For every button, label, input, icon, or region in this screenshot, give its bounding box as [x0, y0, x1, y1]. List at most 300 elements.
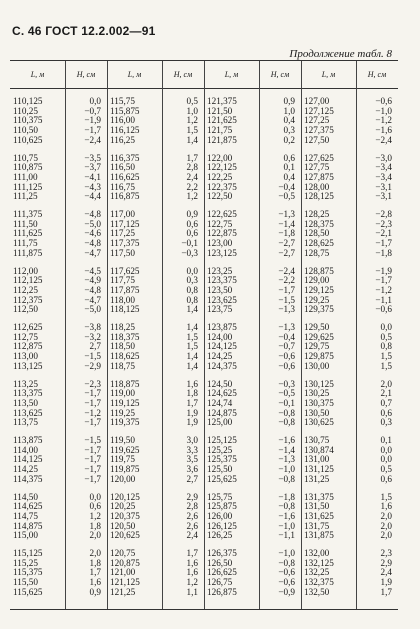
l-value: 118,25	[110, 322, 135, 332]
l-value: 127,625	[304, 152, 334, 163]
h-value-group	[162, 493, 198, 541]
h-value: −1,3	[278, 209, 295, 219]
table-continuation-label: Продолжение табл. 8	[289, 48, 392, 60]
h-value: 0,0	[89, 491, 101, 502]
h-value: 1,6	[186, 378, 198, 389]
column-header-l: L, м	[224, 70, 239, 79]
l-value: 129,875	[304, 351, 334, 362]
l-value: 127,125	[304, 105, 334, 116]
l-value: 114,25	[13, 464, 38, 475]
h-value: 1,4	[186, 304, 198, 315]
h-value: 3,3	[186, 444, 198, 455]
h-value: 2,0	[380, 530, 392, 541]
l-value: 112,125	[13, 275, 43, 286]
l-value-group	[207, 323, 237, 371]
h-value-group	[259, 210, 295, 258]
l-value: 113,625	[13, 407, 43, 418]
h-value: 1,5	[380, 360, 392, 371]
h-value: −1,7	[84, 397, 101, 408]
l-value: 118,50	[110, 341, 135, 352]
h-value-group	[356, 380, 392, 428]
h-value: 0,5	[380, 464, 392, 475]
l-value: 113,25	[13, 378, 38, 389]
h-value: 3,5	[186, 454, 198, 465]
h-value: −1,7	[84, 454, 101, 465]
h-value: 2,3	[380, 548, 392, 558]
h-value: 2,8	[186, 501, 198, 512]
l-value: 125,75	[207, 491, 233, 502]
l-value: 125,875	[207, 501, 237, 512]
column-divider	[107, 61, 108, 609]
l-value: 126,125	[207, 520, 237, 531]
h-value: 1,4	[186, 134, 198, 145]
h-value-group	[65, 493, 101, 541]
l-value: 121,00	[110, 567, 136, 578]
h-value: 0,3	[380, 417, 392, 428]
l-value: 112,375	[13, 294, 43, 305]
l-value: 126,75	[207, 577, 233, 588]
column-header-h: H, см	[270, 70, 290, 79]
l-value: 121,875	[207, 134, 237, 145]
h-value: −2,1	[375, 228, 392, 239]
l-value: 129,125	[304, 284, 334, 295]
l-value-group	[110, 267, 140, 315]
h-value: −1,7	[84, 473, 101, 484]
l-value-group	[207, 436, 237, 484]
l-value: 112,75	[13, 331, 38, 342]
h-value: −1,5	[278, 294, 295, 305]
l-value: 113,125	[13, 360, 43, 371]
l-value-group	[304, 549, 334, 597]
h-value: −4,1	[84, 171, 101, 182]
l-value: 126,375	[207, 548, 237, 558]
l-value: 128,50	[304, 228, 330, 239]
h-value-group	[162, 323, 198, 371]
h-value: 2,1	[380, 388, 392, 399]
h-value: 0,9	[186, 209, 198, 219]
l-value: 129,00	[304, 275, 330, 286]
h-value: 1,5	[186, 331, 198, 342]
h-value: 2,6	[186, 510, 198, 521]
l-value: 129,625	[304, 331, 334, 342]
h-value: −4,9	[84, 275, 101, 286]
h-value: 1,9	[186, 407, 198, 418]
l-value: 115,25	[13, 557, 38, 568]
l-value: 130,874	[304, 444, 334, 455]
h-value: 1,4	[186, 360, 198, 371]
l-value: 130,50	[304, 407, 330, 418]
l-value: 128,375	[304, 218, 334, 229]
l-value: 124,25	[207, 351, 233, 362]
h-value-group	[356, 549, 392, 597]
h-value: 1,7	[186, 152, 198, 163]
l-value: 120,25	[110, 501, 136, 512]
h-value: 0,6	[89, 501, 101, 512]
h-value-group	[356, 97, 392, 145]
h-value: −2,4	[375, 134, 392, 145]
h-value: 0,6	[283, 152, 295, 163]
l-value-group	[304, 154, 334, 202]
h-value-group	[65, 323, 101, 371]
l-value: 124,625	[207, 388, 237, 399]
l-value: 121,50	[207, 105, 233, 116]
h-value: 0,6	[380, 473, 392, 484]
h-value: −1,0	[278, 520, 295, 531]
l-value: 125,25	[207, 444, 233, 455]
l-value: 125,375	[207, 454, 237, 465]
h-value-group	[65, 380, 101, 428]
l-value-group	[304, 97, 334, 145]
h-value: 0,3	[283, 125, 295, 136]
h-value-group	[162, 267, 198, 315]
l-value: 128,125	[304, 191, 334, 202]
h-value: 0,6	[380, 407, 392, 418]
l-value: 127,875	[304, 171, 334, 182]
h-value: −3,1	[375, 191, 392, 202]
l-value: 110,875	[13, 162, 43, 173]
h-value: −1,0	[375, 105, 392, 116]
l-value: 116,50	[110, 162, 135, 173]
l-value: 121,75	[207, 125, 233, 136]
l-value-group	[110, 154, 140, 202]
l-value: 112,00	[13, 265, 38, 276]
l-value: 131,00	[304, 454, 330, 465]
h-value: 1,5	[380, 491, 392, 502]
h-value: −1,5	[84, 351, 101, 362]
l-value: 128,75	[304, 247, 330, 258]
h-value: −1,3	[278, 322, 295, 332]
h-value: −2,4	[278, 265, 295, 276]
l-value-group	[110, 493, 140, 541]
l-value: 124,00	[207, 331, 233, 342]
h-value: 1,1	[186, 586, 198, 597]
h-value: 1,4	[186, 322, 198, 332]
h-value: −0,6	[278, 360, 295, 371]
h-value: 0,0	[380, 444, 392, 455]
h-value: −1,8	[278, 491, 295, 502]
h-value: −3,8	[84, 322, 101, 332]
l-value: 112,25	[13, 284, 38, 295]
h-value: −3,2	[84, 331, 101, 342]
l-value-group	[304, 493, 334, 541]
h-value: 0,5	[380, 331, 392, 342]
h-value: 0,9	[89, 586, 101, 597]
h-value: −1,1	[375, 294, 392, 305]
h-value: 1,2	[186, 577, 198, 588]
h-value: −1,0	[278, 548, 295, 558]
l-value: 113,75	[13, 417, 38, 428]
h-value: −3,7	[84, 162, 101, 173]
h-value: −2,2	[278, 275, 295, 286]
l-value: 119,875	[110, 464, 140, 475]
h-value: −1,4	[278, 218, 295, 229]
l-value: 131,25	[304, 473, 330, 484]
l-value: 117,50	[110, 247, 135, 258]
l-value: 116,375	[110, 152, 140, 163]
l-value-group	[207, 154, 237, 202]
l-value: 116,75	[110, 181, 135, 192]
l-value: 117,75	[110, 275, 135, 286]
h-value: 1,6	[186, 557, 198, 568]
l-value: 122,00	[207, 152, 233, 163]
l-value-group	[110, 380, 140, 428]
l-value-group	[110, 436, 140, 484]
l-value: 111,125	[13, 181, 43, 192]
l-value: 114,50	[13, 491, 38, 502]
h-value: −3,4	[375, 162, 392, 173]
l-value: 111,625	[13, 228, 43, 239]
l-value: 127,375	[304, 125, 334, 136]
l-value-group	[207, 380, 237, 428]
l-value-group	[304, 323, 334, 371]
l-value: 123,875	[207, 322, 237, 332]
l-value: 123,625	[207, 294, 237, 305]
l-value: 118,875	[110, 378, 140, 389]
h-value: 2,2	[186, 181, 198, 192]
h-value: 0,9	[283, 96, 295, 106]
l-value: 116,125	[110, 125, 140, 136]
l-value: 118,625	[110, 351, 140, 362]
h-value-group	[162, 436, 198, 484]
h-value: 2,0	[380, 378, 392, 389]
l-value: 118,125	[110, 304, 140, 315]
l-value: 124,375	[207, 360, 237, 371]
h-value: 1,6	[89, 577, 101, 588]
l-value: 121,625	[207, 115, 237, 126]
h-value: −4,8	[84, 209, 101, 219]
h-value: 2,4	[186, 530, 198, 541]
h-value: −0,8	[278, 473, 295, 484]
h-value: −1,0	[278, 464, 295, 475]
h-value: −1,2	[375, 115, 392, 126]
l-value-group	[207, 549, 237, 597]
h-value-group	[356, 493, 392, 541]
l-value: 122,625	[207, 209, 237, 219]
h-value: 0,5	[186, 96, 198, 106]
h-value: 2,8	[186, 162, 198, 173]
h-value-group	[356, 210, 392, 258]
h-value: −1,2	[375, 284, 392, 295]
h-value: −1,7	[84, 444, 101, 455]
l-value: 124,125	[207, 341, 237, 352]
h-value: −3,0	[375, 152, 392, 163]
l-value: 113,50	[13, 397, 38, 408]
h-value: 0,0	[380, 322, 392, 332]
h-value: 0,0	[89, 96, 101, 106]
l-value: 110,25	[13, 105, 38, 116]
h-value-group	[259, 493, 295, 541]
h-value: 2,9	[380, 557, 392, 568]
h-value: 1,5	[186, 341, 198, 352]
l-value: 131,125	[304, 464, 334, 475]
column-header-h: H, см	[367, 70, 387, 79]
l-value: 115,625	[13, 586, 43, 597]
h-value: −3,1	[375, 181, 392, 192]
h-value: −1,8	[375, 247, 392, 258]
h-value: −1,7	[84, 464, 101, 475]
h-value-group	[162, 97, 198, 145]
h-value: 3,6	[186, 464, 198, 475]
l-value-group	[13, 549, 43, 597]
l-value: 117,625	[110, 265, 140, 276]
h-value: −2,3	[375, 218, 392, 229]
l-value-group	[13, 210, 42, 258]
l-value: 120,375	[110, 510, 140, 521]
l-value: 128,25	[304, 209, 330, 219]
column-header-l: L, м	[30, 70, 45, 79]
l-value: 118,00	[110, 294, 135, 305]
l-value: 125,625	[207, 473, 237, 484]
l-value: 121,375	[207, 96, 237, 106]
h-value: −0,5	[278, 388, 295, 399]
l-value: 123,375	[207, 275, 237, 286]
column-header-h: H, см	[173, 70, 193, 79]
h-value: −1,7	[84, 125, 101, 136]
l-value: 119,125	[110, 397, 140, 408]
h-value-group	[162, 210, 198, 258]
h-value: −0,9	[278, 586, 295, 597]
l-value: 120,50	[110, 520, 136, 531]
h-value: −4,7	[84, 294, 101, 305]
h-value-group	[259, 323, 295, 371]
h-value-group	[356, 323, 392, 371]
l-value: 110,50	[13, 125, 38, 136]
h-value-group	[65, 97, 101, 145]
h-value: 1,7	[186, 548, 198, 558]
h-value-group	[259, 154, 295, 202]
l-value-group	[304, 210, 334, 258]
h-value: 0,4	[283, 171, 295, 182]
l-value: 130,25	[304, 388, 330, 399]
l-value: 129,50	[304, 322, 330, 332]
l-value: 117,875	[110, 284, 140, 295]
l-value: 123,25	[207, 265, 233, 276]
h-value: 0,8	[186, 294, 198, 305]
h-value-group	[356, 154, 392, 202]
l-value: 123,50	[207, 284, 233, 295]
l-value: 113,375	[13, 388, 43, 399]
h-value: −0,6	[278, 577, 295, 588]
l-value: 130,625	[304, 417, 334, 428]
l-value: 115,50	[13, 577, 38, 588]
h-value: −0,7	[278, 341, 295, 352]
l-value-group	[13, 380, 43, 428]
l-value: 114,375	[13, 473, 43, 484]
l-value: 124,875	[207, 407, 237, 418]
h-value: −1,2	[84, 407, 101, 418]
l-value: 110,125	[13, 96, 43, 106]
h-value: 0,8	[186, 284, 198, 295]
l-value: 116,00	[110, 115, 135, 126]
column-divider	[301, 61, 302, 609]
l-value: 111,00	[13, 171, 38, 182]
h-value: 2,0	[89, 530, 101, 541]
h-value: −2,3	[84, 378, 101, 389]
h-value: 1,0	[186, 105, 198, 116]
l-value-group	[110, 97, 140, 145]
l-value-group	[110, 210, 140, 258]
l-value: 114,625	[13, 501, 43, 512]
h-value: 1,2	[186, 191, 198, 202]
l-value: 125,50	[207, 464, 233, 475]
h-value: 1,2	[186, 115, 198, 126]
l-value: 118,75	[110, 360, 135, 371]
l-value: 126,625	[207, 567, 237, 578]
h-value-group	[162, 154, 198, 202]
l-value: 130,375	[304, 397, 334, 408]
l-value: 116,25	[110, 134, 135, 145]
h-value-group	[356, 436, 392, 484]
h-value-group	[259, 436, 295, 484]
l-value: 115,375	[13, 567, 43, 578]
h-value: 1,7	[186, 397, 198, 408]
l-value-group	[13, 97, 43, 145]
h-value: −3,4	[375, 171, 392, 182]
h-value: −1,7	[84, 417, 101, 428]
h-value: 1,6	[380, 501, 392, 512]
l-value: 128,875	[304, 265, 334, 276]
l-value: 117,25	[110, 228, 135, 239]
l-value-group	[110, 549, 140, 597]
l-value-group	[304, 267, 334, 315]
l-value: 110,75	[13, 152, 38, 163]
l-value: 119,00	[110, 388, 135, 399]
l-value: 125,125	[207, 435, 237, 445]
h-value: 1,7	[89, 567, 101, 578]
l-value: 112,50	[13, 304, 38, 315]
h-value: −1,6	[375, 125, 392, 136]
h-value: −4,5	[84, 265, 101, 276]
l-value: 115,00	[13, 530, 38, 541]
h-value: −4,6	[84, 228, 101, 239]
l-value: 116,625	[110, 171, 140, 182]
h-value: 1,2	[89, 510, 101, 521]
h-value: −4,8	[84, 284, 101, 295]
l-value: 128,00	[304, 181, 330, 192]
h-value-group	[162, 549, 198, 597]
l-value: 121,25	[110, 586, 136, 597]
h-value: 1,7	[380, 586, 392, 597]
l-value: 119,375	[110, 417, 140, 428]
l-value: 126,00	[207, 510, 233, 521]
h-value-group	[65, 210, 101, 258]
l-value: 111,50	[13, 218, 38, 229]
h-value: 2,4	[186, 171, 198, 182]
h-value: −1,6	[278, 435, 295, 445]
l-value: 126,875	[207, 586, 237, 597]
h-value: 2,0	[89, 548, 101, 558]
h-value: −1,1	[278, 530, 295, 541]
h-value: 1,8	[186, 388, 198, 399]
h-value: 2,0	[380, 510, 392, 521]
column-divider	[204, 61, 205, 609]
l-value: 111,75	[13, 238, 38, 249]
l-value: 125,00	[207, 417, 233, 428]
l-value: 132,00	[304, 548, 330, 558]
l-value: 115,125	[13, 548, 43, 558]
h-value: 2,0	[380, 520, 392, 531]
h-value-group	[65, 154, 101, 202]
h-value: 0,4	[283, 115, 295, 126]
h-value: 2,6	[186, 520, 198, 531]
h-value: 3,0	[186, 435, 198, 445]
l-value: 110,375	[13, 115, 43, 126]
l-value: 129,375	[304, 304, 334, 315]
l-value-group	[13, 267, 43, 315]
l-value: 127,75	[304, 162, 330, 173]
l-value-group	[207, 97, 237, 145]
l-value-group	[13, 436, 43, 484]
